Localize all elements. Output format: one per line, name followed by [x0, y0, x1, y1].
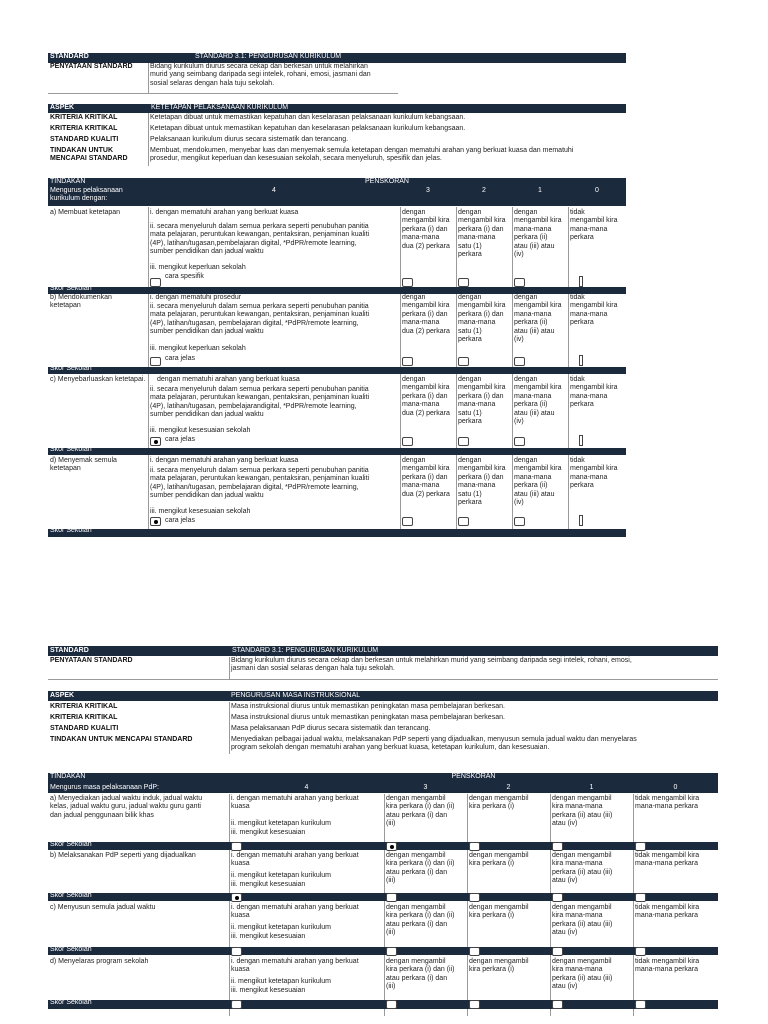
skor-sekolah-label: Skor Sekolah — [50, 841, 92, 848]
aspek-bar — [48, 691, 718, 701]
score-0-radio[interactable] — [579, 515, 583, 526]
score-3-radio[interactable] — [402, 517, 413, 526]
score-2-radio[interactable] — [469, 947, 480, 956]
score-1-radio[interactable] — [552, 842, 563, 851]
tindakan-untuk-label: TINDAKAN UNTUK MENCAPAI STANDARD — [50, 147, 128, 163]
criteria-ii: ii. mengikut ketetapan kurikulum — [231, 924, 331, 931]
criteria-iv: cara jelas — [165, 355, 195, 362]
tindakan-untuk-text: Membuat, mendokumen, menyebar luas dan menyemak semula ketetapan dengan mematuhi arahan yang berkuat kuasa dan mematuhi prosedur, mengikut keperluan dan kesesuaian sekolah, secara menyeluruh, spesifik dan jelas. — [150, 147, 574, 163]
score-4-radio[interactable] — [231, 842, 242, 851]
score-head-2: 2 — [482, 187, 486, 194]
criteria-i: i. dengan mematuhi arahan yang berkuat kuasa — [231, 958, 359, 974]
aspek-label: ASPEK — [50, 104, 75, 111]
criteria-i: i. dengan mematuhi arahan yang berkuat kuasa — [150, 457, 299, 464]
action-text: d) Menyelaras program sekolah — [50, 958, 149, 965]
score-head-2: 2 — [506, 784, 511, 791]
criteria-i: i. dengan mematuhi prosedur — [150, 294, 242, 301]
skor-sekolah-bar — [48, 448, 626, 455]
standard-label: STANDARD — [50, 53, 89, 60]
score-3-radio[interactable] — [402, 278, 413, 287]
score-head-0: 0 — [673, 784, 678, 791]
score-1-text: dengan mengambil kira mana-mana perkara (ii) atau (iii) atau (iv) — [514, 294, 562, 343]
score-4-radio[interactable] — [150, 278, 161, 287]
tindakan-untuk-label: TINDAKAN UNTUK MENCAPAI STANDARD — [50, 736, 193, 743]
criteria-iii: iii. mengikut kesesuaian — [231, 987, 306, 994]
criteria-i: dengan mematuhi arahan yang berkuat kuasa — [157, 376, 300, 383]
criteria-iii: iii. mengikut kesesuaian sekolah — [150, 508, 251, 515]
pernyataan-text: Bidang kurikulum diurus secara cekap dan berkesan untuk melahirkan murid yang seimbang daripada segi intelek, rohani, emosi, jasmani dan sosial selaras dengan hala tuju sekolah. — [231, 657, 632, 673]
skor-sekolah-label: Skor Sekolah — [50, 527, 92, 534]
score-0-text: tidak mengambil kira mana-mana perkara — [635, 904, 700, 920]
standard-kualiti-text: Masa pelaksanaan PdP diurus secara sistematik dan terancang. — [231, 725, 431, 732]
criteria-ii: ii. secara menyeluruh dalam semua perkara seperti penubuhan panitia mata pelajaran, peruntukan kewangan, pentaksiran, penjaminan kualiti (4P), latihan/tugasan, pembelajarandigital, *PdPR/remote learning, sumber pendidikan dan jadual waktu — [150, 386, 370, 419]
criteria-ii: ii. secara menyeluruh dalam semua perkara seperti penubuhan panitia mata pelajaran, peruntukan kewangan, pentaksiran, penjaminan kualiti (4P), latihan/tugasan,pembelajaran digital, *PdPR/remote learning, sumber pendidikan dan jadual waktu — [150, 223, 370, 256]
score-0-text: tidak mengambil kira mana-mana perkara — [635, 958, 700, 974]
score-3-radio[interactable] — [402, 357, 413, 366]
score-2-radio[interactable] — [469, 1000, 480, 1009]
score-3-radio[interactable] — [386, 842, 397, 851]
skor-sekolah-label: Skor Sekolah — [50, 365, 92, 372]
pernyataan-label: PENYATAAN STANDARD — [50, 657, 133, 664]
score-head-4: 4 — [304, 784, 309, 791]
score-3-radio[interactable] — [386, 947, 397, 956]
score-0-radio[interactable] — [635, 842, 646, 851]
score-1-radio[interactable] — [514, 517, 525, 526]
skor-sekolah-bar — [48, 893, 718, 901]
score-0-text: tidak mengambil kira mana-mana perkara — [635, 852, 700, 868]
criteria-ii: ii. mengikut ketetapan kurikulum — [231, 978, 331, 985]
standard-label: STANDARD — [50, 647, 89, 654]
skor-sekolah-bar — [48, 287, 626, 294]
action-text: a) Membuat ketetapan — [50, 209, 121, 216]
criteria-iii: iii. mengikut keperluan sekolah — [150, 345, 246, 352]
score-0-radio[interactable] — [579, 435, 583, 446]
tindakan-label: TINDAKAN — [50, 178, 86, 185]
score-4-radio[interactable] — [150, 357, 161, 366]
score-2-radio[interactable] — [458, 357, 469, 366]
score-2-text: dengan mengambil kira perkara (i) — [469, 958, 529, 974]
skor-sekolah-bar — [48, 367, 626, 374]
aspek-label: ASPEK — [50, 692, 75, 699]
aspek-value: KETETAPAN PELAKSANAAN KURIKULUM — [151, 104, 289, 111]
score-head-3: 3 — [426, 187, 430, 194]
skor-sekolah-bar — [48, 947, 718, 955]
score-0-text: tidak mengambil kira mana-mana perkara — [570, 457, 618, 490]
kriteria-text-1: Masa instruksional diurus untuk memastikan peningkatan masa pembelajaran berkesan. — [231, 703, 505, 710]
kriteria-text-1: Ketetapan dibuat untuk memastikan kepatuhan dan keselarasan pelaksanaan kurikulum kebangsaan. — [150, 114, 466, 121]
criteria-ii: ii. secara menyeluruh dalam semua perkara seperti penubuhan panitia mata pelajaran, peruntukan kewangan, pentaksiran, penjaminan kualiti (4P), latihan/tugasan, pembelajaran digital, *PdPR/remote learning, sumber pendidikan dan jadual waktu — [150, 467, 370, 500]
score-1-radio[interactable] — [514, 357, 525, 366]
criteria-i: i. dengan mematuhi arahan yang berkuat kuasa — [150, 209, 299, 216]
score-2-text: dengan mengambil kira perkara (i) — [469, 852, 529, 868]
criteria-iii: iii. mengikut kesesuaian — [231, 829, 306, 836]
mengurus-label: Mengurus masa pelaksanaan PdP: — [50, 784, 159, 791]
score-1-text: dengan mengambil kira mana-mana perkara (ii) atau (iii) atau (iv) — [514, 209, 562, 258]
kriteria-text-2: Ketetapan dibuat untuk memastikan kepatuhan dan keselarasan pelaksanaan kurikulum kebangsaan. — [150, 125, 466, 132]
score-3-text: dengan mengambil kira perkara (i) dan mana-mana dua (2) perkara — [402, 457, 450, 498]
action-text: c) Menyebarluaskan ketetapai. — [50, 376, 146, 383]
criteria-iii: iii. mengikut keperluan sekolah — [150, 264, 246, 271]
score-0-radio[interactable] — [635, 893, 646, 902]
score-2-text: dengan mengambil kira perkara (i) — [469, 904, 529, 920]
score-3-text: dengan mengambil kira perkara (i) dan (ii) atau perkara (i) dan (iii) — [386, 795, 455, 828]
score-4-radio[interactable] — [231, 893, 242, 902]
criteria-ii: ii. mengikut ketetapan kurikulum — [231, 872, 331, 879]
skor-sekolah-label: Skor Sekolah — [50, 946, 92, 953]
skor-sekolah-bar — [48, 529, 626, 537]
action-text: c) Menyusun semula jadual waktu — [50, 904, 156, 911]
criteria-i: i. dengan mematuhi arahan yang berkuat kuasa — [231, 904, 359, 920]
kriteria-label-2: KRITERIA KRITIKAL — [50, 714, 118, 721]
score-head-1: 1 — [538, 187, 542, 194]
score-2-text: dengan mengambil kira perkara (i) dan mana-mana satu (1) perkara — [458, 209, 506, 258]
score-3-text: dengan mengambil kira perkara (i) dan mana-mana dua (2) perkara — [402, 294, 450, 335]
aspek-bar — [48, 104, 626, 113]
skor-sekolah-label: Skor Sekolah — [50, 285, 92, 292]
score-head-0: 0 — [595, 187, 599, 194]
score-1-radio[interactable] — [514, 278, 525, 287]
tindakan-untuk-text: Menyediakan pelbagai jadual waktu, melaksanakan PdP seperti yang dijadualkan, menyusun semula jadual waktu dan menyelaras program sekolah dengan mematuhi arahan yang berkuat kuasa, ketetapan kurikulum, dan kesesuaian. — [231, 736, 637, 752]
score-4-radio[interactable] — [150, 517, 161, 526]
score-1-text: dengan mengambil kira mana-mana perkara (ii) atau (iii) atau (iv) — [514, 376, 562, 425]
criteria-i: i. dengan mematuhi arahan yang berkuat kuasa — [231, 852, 359, 868]
score-head-1: 1 — [589, 784, 594, 791]
aspek-value: PENGURUSAN MASA INSTRUKSIONAL — [231, 692, 361, 699]
score-1-text: dengan mengambil kira mana-mana perkara (ii) atau (iii) atau (iv) — [552, 958, 613, 991]
criteria-iv: cara jelas — [165, 517, 195, 524]
kriteria-label-2: KRITERIA KRITIKAL — [50, 125, 118, 132]
standard-value: STANDARD 3.1: PENGURUSAN KURIKULUM — [195, 53, 342, 60]
standard-kualiti-label: STANDARD KUALITI — [50, 136, 119, 143]
pernyataan-label: PENYATAAN STANDARD — [50, 63, 133, 70]
score-1-text: dengan mengambil kira mana-mana perkara (ii) atau (iii) atau (iv) — [552, 852, 613, 885]
criteria-iii: iii. mengikut kesesuaian sekolah — [150, 427, 251, 434]
score-3-radio[interactable] — [386, 893, 397, 902]
score-3-text: dengan mengambil kira perkara (i) dan mana-mana dua (2) perkara — [402, 376, 450, 417]
criteria-iv: cara jelas — [165, 436, 195, 443]
score-1-radio[interactable] — [552, 947, 563, 956]
skor-sekolah-bar — [48, 842, 718, 850]
penskoran-label: PENSKORAN — [451, 773, 496, 780]
score-0-text: tidak mengambil kira mana-mana perkara — [570, 376, 618, 409]
score-2-radio[interactable] — [458, 278, 469, 287]
score-2-text: dengan mengambil kira perkara (i) — [469, 795, 529, 811]
score-0-radio[interactable] — [635, 947, 646, 956]
score-0-text: tidak mengambil kira mana-mana perkara — [635, 795, 700, 811]
score-1-text: dengan mengambil kira mana-mana perkara (ii) atau (iii) atau (iv) — [552, 904, 613, 937]
action-text: a) Menyediakan jadual waktu induk, jadual waktu kelas, jadual waktu guru, jadual waktu guru ganti dan jadual penggunaan bilik khas — [50, 795, 203, 819]
score-4-radio[interactable] — [150, 437, 161, 446]
score-0-radio[interactable] — [579, 276, 583, 287]
criteria-iii: iii. mengikut kesesuaian — [231, 881, 306, 888]
score-3-text: dengan mengambil kira perkara (i) dan (ii) atau perkara (i) dan (iii) — [386, 904, 455, 937]
skor-sekolah-bar — [48, 1000, 718, 1009]
score-1-radio[interactable] — [552, 893, 563, 902]
score-1-text: dengan mengambil kira mana-mana perkara (ii) atau (iii) atau (iv) — [552, 795, 613, 828]
score-2-text: dengan mengambil kira perkara (i) dan mana-mana satu (1) perkara — [458, 376, 506, 425]
kriteria-label-1: KRITERIA KRITIKAL — [50, 114, 118, 121]
kriteria-text-2: Masa instruksional diurus untuk memastikan peningkatan masa pembelajaran berkesan. — [231, 714, 505, 721]
score-1-radio[interactable] — [514, 437, 525, 446]
score-3-text: dengan mengambil kira perkara (i) dan (ii) atau perkara (i) dan (iii) — [386, 958, 455, 991]
pernyataan-text: Bidang kurikulum diurus secara cekap dan berkesan untuk melahirkan murid yang seimbang daripada segi intelek, rohani, emosi, jasmani dan sosial selaras dengan hala tuju sekolah. — [150, 63, 371, 87]
skor-sekolah-label: Skor Sekolah — [50, 892, 92, 899]
score-2-radio[interactable] — [458, 517, 469, 526]
action-text: b) Mendokumenkan ketetapan — [50, 294, 112, 310]
action-text: d) Menyemak semula ketetapan — [50, 457, 117, 473]
tindakan-label: TINDAKAN — [50, 773, 86, 780]
score-0-text: tidak mengambil kira mana-mana perkara — [570, 209, 618, 242]
skor-sekolah-label: Skor Sekolah — [50, 446, 92, 453]
criteria-i: i. dengan mematuhi arahan yang berkuat kuasa — [231, 795, 359, 811]
score-2-radio[interactable] — [458, 437, 469, 446]
criteria-ii: ii. mengikut ketetapan kurikulum — [231, 820, 331, 827]
score-head-3: 3 — [423, 784, 428, 791]
score-2-text: dengan mengambil kira perkara (i) dan mana-mana satu (1) perkara — [458, 294, 506, 343]
standard-kualiti-text: Pelaksanaan kurikulum diurus secara sistematik dan terancang. — [150, 136, 349, 143]
skor-sekolah-label: Skor Sekolah — [50, 999, 92, 1006]
score-0-radio[interactable] — [635, 1000, 646, 1009]
score-2-radio[interactable] — [469, 842, 480, 851]
standard-value: STANDARD 3.1: PENGURUSAN KURIKULUM — [232, 647, 379, 654]
criteria-ii: ii. secara menyeluruh dalam semua perkara seperti penubuhan panitia mata pelajaran, peruntukan kewangan, pentaksiran, penjaminan kualiti (4P), latihan/tugasan, pembelajaran digital, *PdPR/remote learning, sumber pendidikan dan jadual waktu — [150, 303, 370, 336]
score-1-radio[interactable] — [552, 1000, 563, 1009]
action-text: b) Melaksanakan PdP seperti yang dijadualkan — [50, 852, 196, 859]
score-3-radio[interactable] — [402, 437, 413, 446]
criteria-iv: cara spesifik — [165, 273, 204, 280]
score-3-radio[interactable] — [386, 1000, 397, 1009]
score-head-4: 4 — [272, 187, 276, 194]
score-2-text: dengan mengambil kira perkara (i) dan mana-mana satu (1) perkara — [458, 457, 506, 506]
kriteria-label-1: KRITERIA KRITIKAL — [50, 703, 118, 710]
score-4-radio[interactable] — [231, 947, 242, 956]
score-4-radio[interactable] — [231, 1000, 242, 1009]
criteria-iii: iii. mengikut kesesuaian — [231, 933, 306, 940]
score-1-text: dengan mengambil kira mana-mana perkara (ii) atau (iii) atau (iv) — [514, 457, 562, 506]
standard-kualiti-label: STANDARD KUALITI — [50, 725, 119, 732]
score-3-text: dengan mengambil kira perkara (i) dan mana-mana dua (2) perkara — [402, 209, 450, 250]
score-0-radio[interactable] — [579, 355, 583, 366]
standard-bar — [48, 646, 718, 656]
score-0-text: tidak mengambil kira mana-mana perkara — [570, 294, 618, 327]
score-3-text: dengan mengambil kira perkara (i) dan (ii) atau perkara (i) dan (iii) — [386, 852, 455, 885]
penskoran-label: PENSKORAN — [365, 178, 409, 185]
score-2-radio[interactable] — [469, 893, 480, 902]
mengurus-label: Mengurus pelaksanaan kurikulum dengan: — [50, 187, 123, 203]
